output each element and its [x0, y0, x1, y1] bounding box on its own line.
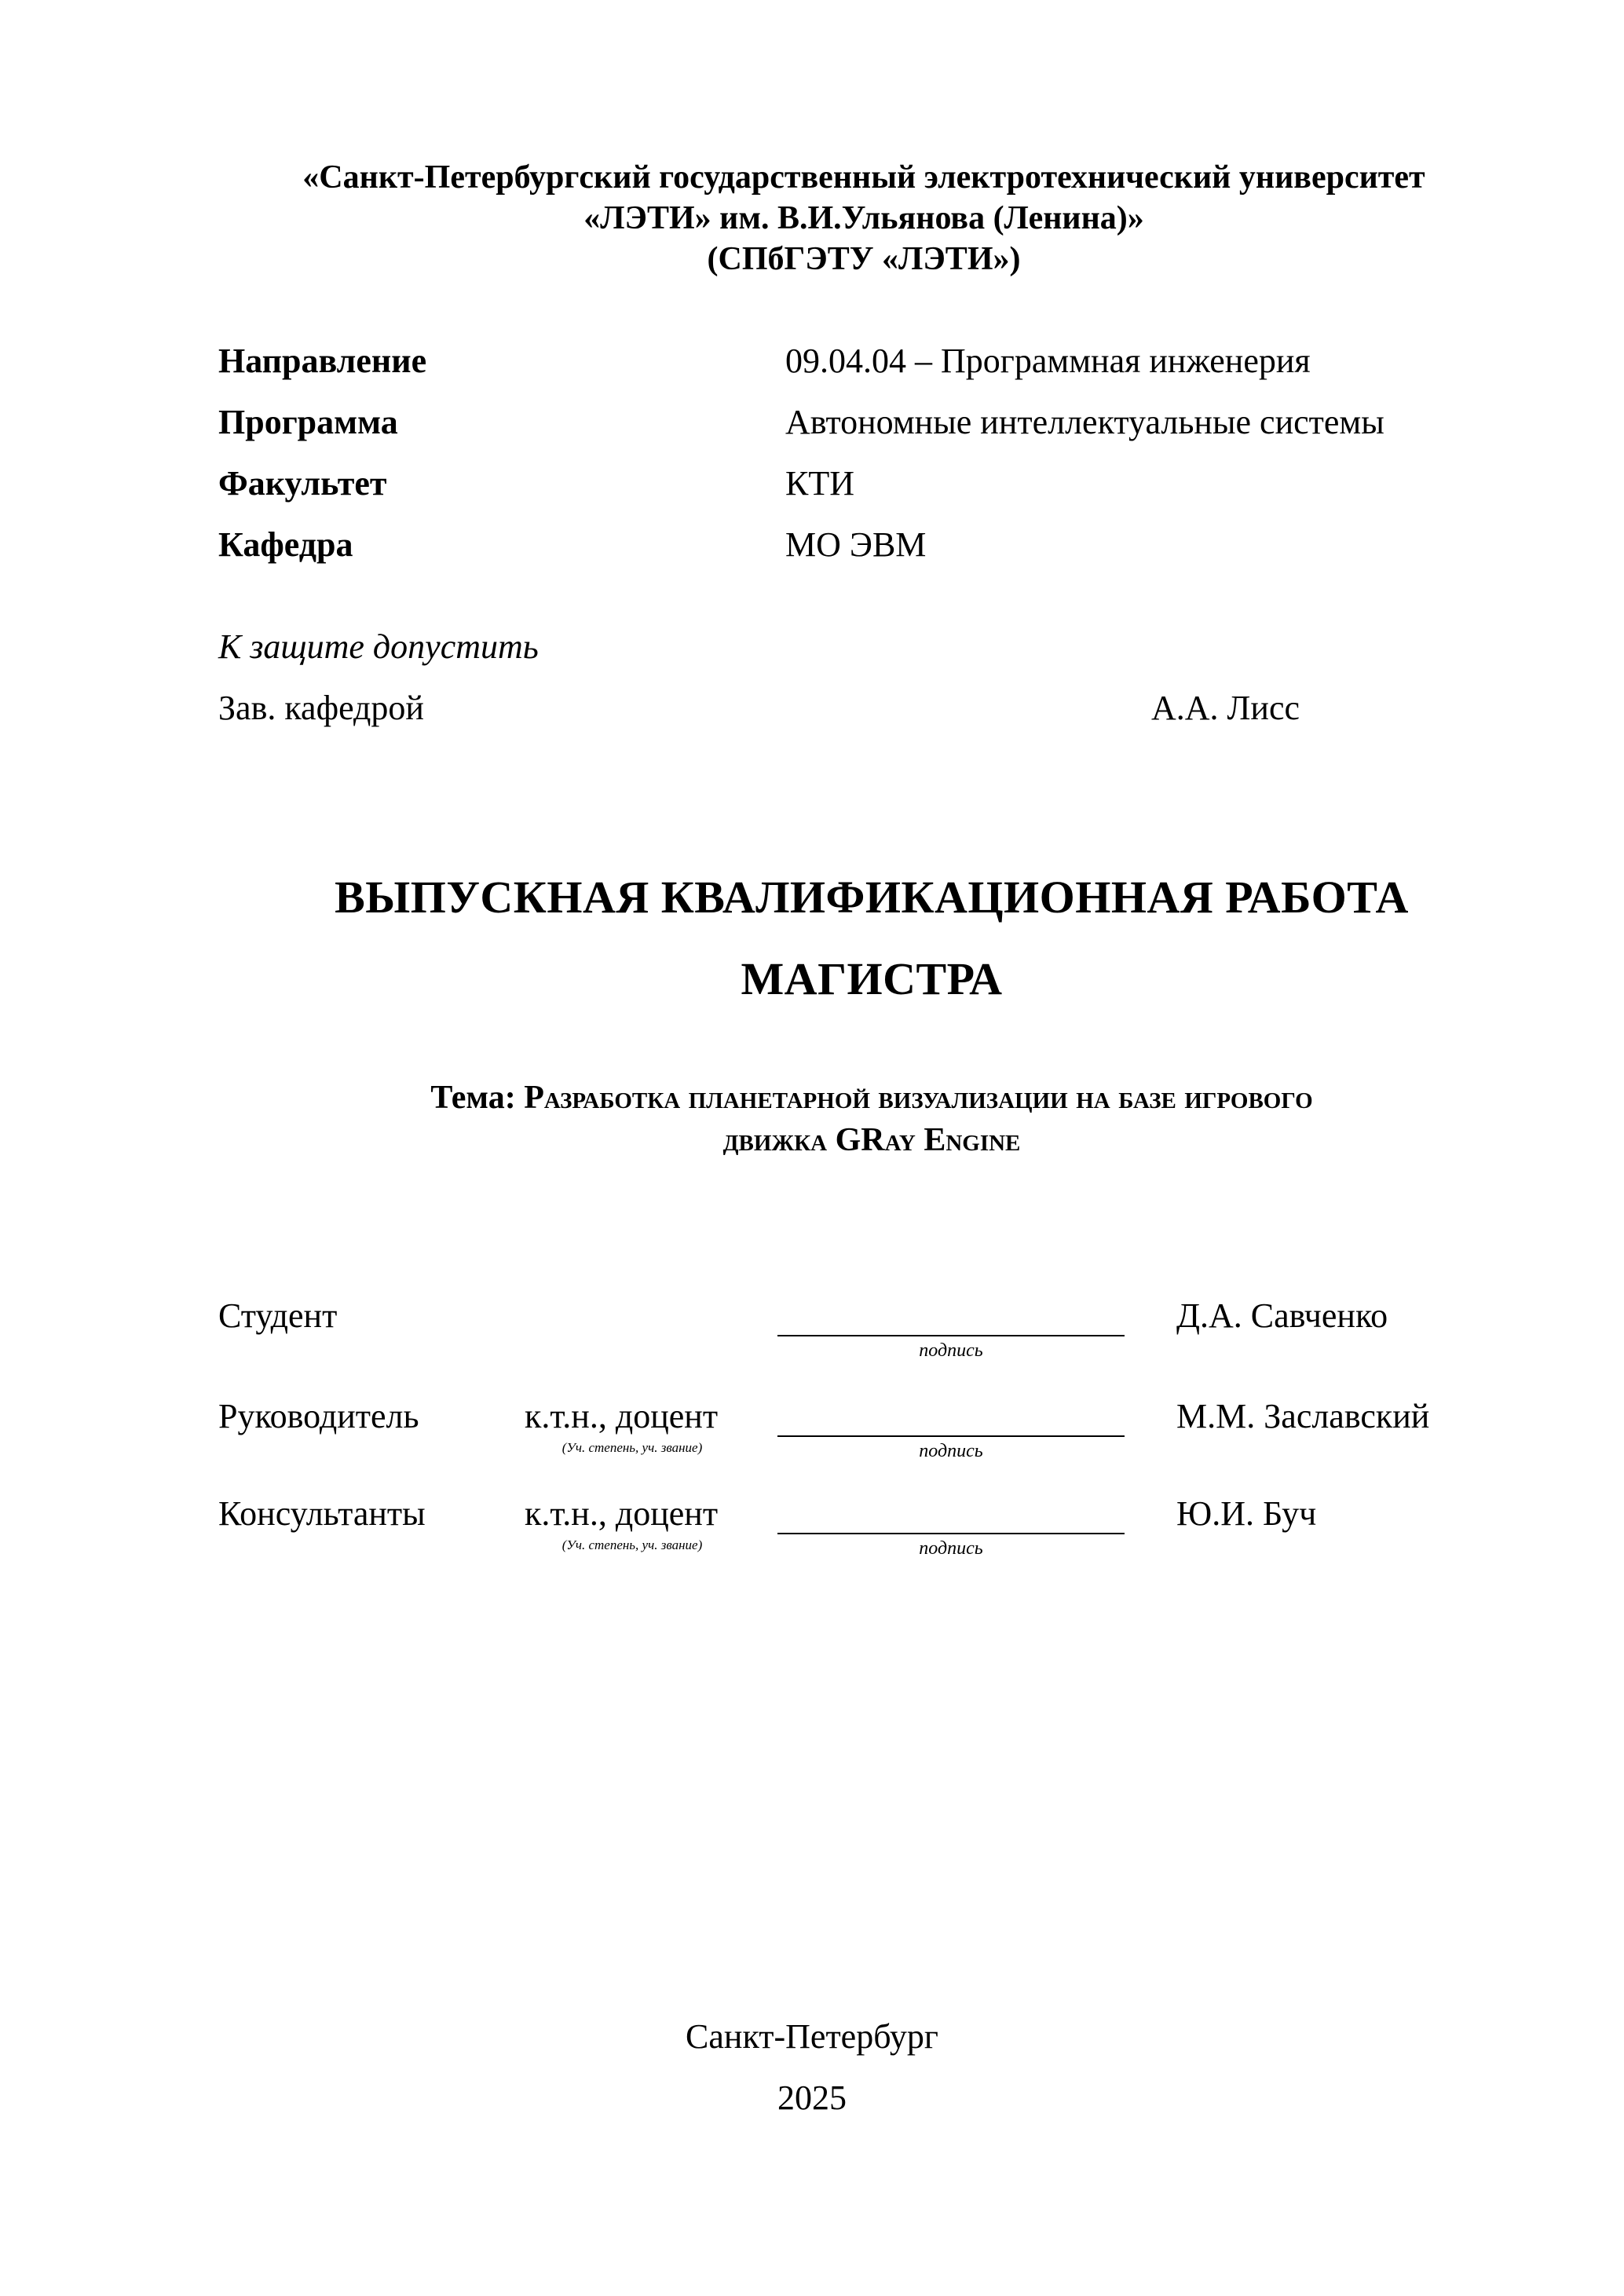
- department-value: МО ЭВМ: [785, 525, 927, 564]
- consultants-role: Консультанты: [218, 1494, 426, 1533]
- footer-city: Санкт-Петербург: [686, 2017, 938, 2056]
- consultants-signature-caption: подпись: [919, 1538, 983, 1559]
- consultants-name: Ю.И. Буч: [1176, 1494, 1317, 1533]
- approval-name: А.А. Лисс: [1151, 689, 1300, 727]
- program-label: Программа: [218, 403, 398, 441]
- document-title-line-2: МАГИСТРА: [741, 953, 1003, 1004]
- student-signature-caption: подпись: [919, 1340, 983, 1361]
- student-name: Д.А. Савченко: [1176, 1296, 1388, 1335]
- faculty-label: Факультет: [218, 464, 387, 503]
- topic-line-1: [157, 1077, 1586, 1118]
- approval-heading: К защите допустить: [218, 627, 539, 666]
- direction-value: 09.04.04 – Программная инженерия: [785, 342, 1311, 380]
- supervisor-degree-caption: (Уч. степень, уч. звание): [561, 1440, 703, 1455]
- supervisor-name: М.М. Заславский: [1176, 1397, 1430, 1435]
- student-signature-line: [777, 1335, 1125, 1336]
- university-name-line-2: «ЛЭТИ» им. В.И.Ульянова (Ленина)»: [583, 200, 1144, 236]
- consultants-degree: к.т.н., доцент: [525, 1494, 719, 1533]
- supervisor-signature-line: [777, 1435, 1125, 1437]
- footer-year: 2025: [777, 2078, 847, 2117]
- topic-prefix: Тема:: [430, 1080, 525, 1116]
- approval-role: Зав. кафедрой: [218, 689, 424, 727]
- consultants-signature-line: [777, 1533, 1125, 1534]
- direction-label: Направление: [218, 342, 427, 380]
- university-name-line-1: «Санкт-Петербургский государственный электротехнический университет: [302, 159, 1425, 196]
- student-role: Студент: [218, 1296, 338, 1335]
- consultants-degree-caption: (Уч. степень, уч. звание): [561, 1537, 703, 1552]
- program-value: Автономные интеллектуальные системы: [785, 403, 1384, 441]
- supervisor-degree: к.т.н., доцент: [525, 1397, 719, 1435]
- supervisor-role: Руководитель: [218, 1397, 419, 1435]
- document-title-line-1: ВЫПУСКНАЯ КВАЛИФИКАЦИОННАЯ РАБОТА: [335, 872, 1409, 923]
- topic-text-line-2: движка GRay Engine: [722, 1122, 1021, 1158]
- faculty-value: КТИ: [785, 464, 854, 503]
- supervisor-signature-caption: подпись: [919, 1441, 983, 1461]
- university-abbreviation: (СПбГЭТУ «ЛЭТИ»): [707, 241, 1021, 277]
- department-label: Кафедра: [218, 525, 353, 564]
- topic-text-line-1: Разработка планетарной визуализации на базе игрового: [524, 1080, 1313, 1116]
